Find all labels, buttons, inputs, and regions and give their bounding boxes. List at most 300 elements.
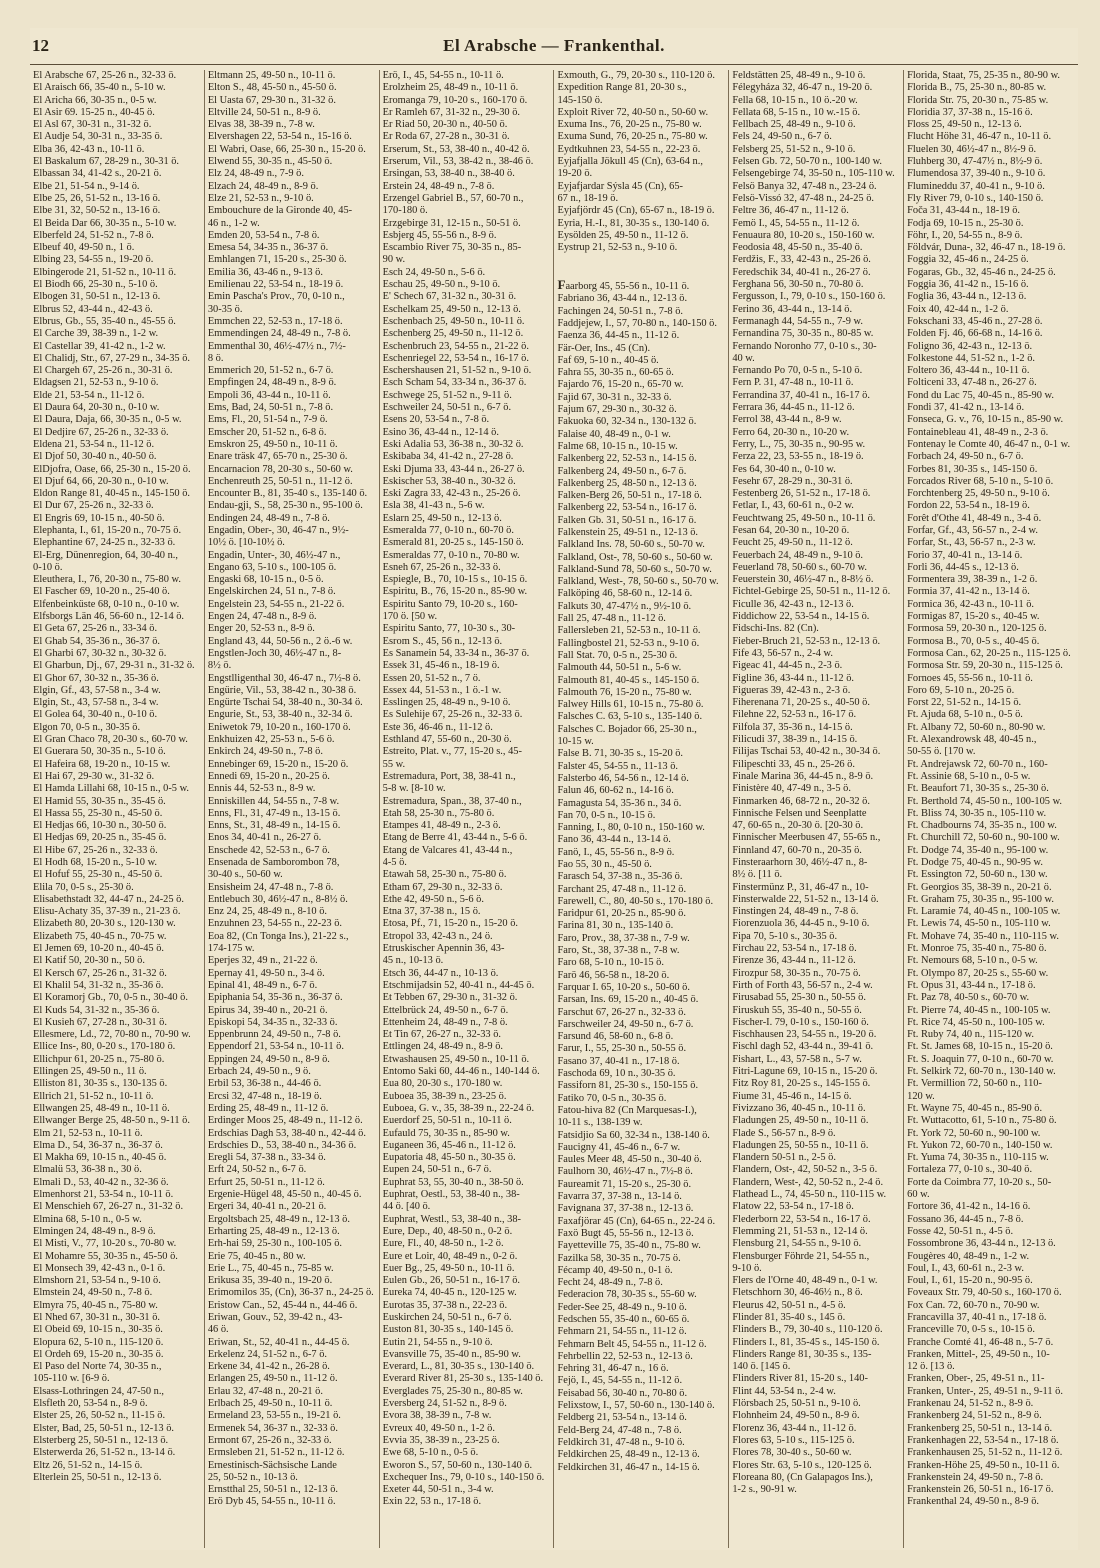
index-entry: Farsund 46, 58-60 n., 6-8 ö. [557, 1031, 674, 1043]
index-entry: Esch Scham 54, 33-34 n., 36-37 ö. [382, 377, 527, 389]
index-entry: Ensisheim 24, 47-48 n., 7-8 ö. [207, 881, 334, 893]
index-entry: Eppingen 24, 49-50 n., 8-9 ö. [207, 1053, 330, 1065]
index-entry: El Guerara 50, 30-35 n., 5-10 ö. [33, 746, 166, 758]
index-entry: 50-55 ö. [170 w. [907, 746, 976, 758]
index-entry: Fichtel-Gebirge 25, 50-51 n., 11-12 ö. [732, 586, 891, 598]
index-entry: Farchant 25, 47-48 n., 11-12 ö. [557, 883, 687, 895]
index-entry: El Katif 50, 20-30 n., 50 ö. [33, 955, 145, 967]
index-entry: Ft. Alexandrowsk 48, 40-45 n., [907, 734, 1037, 746]
index-entry: Fiherenana 71, 20-25 s., 40-50 ö. [732, 697, 870, 709]
index-entry: Erkelenz 24, 51-52 n., 6-7 ö. [207, 1348, 328, 1360]
index-entry: Forbach 24, 49-50 n., 6-7 ö. [907, 451, 1024, 463]
index-entry: Entlebuch 30, 46½-47 n., 8-8½ ö. [207, 893, 348, 905]
index-entry: Eldon Range 81, 40-45 n., 145-150 ö. [33, 488, 190, 500]
index-entry: Franken, Mittel-, 25, 49-50 n., 10- [907, 1348, 1050, 1360]
index-entry: Fernando Noronho 77, 0-10 s., 30- [732, 340, 877, 352]
index-entry: Forcados River 68, 5-10 n., 5-10 ö. [907, 475, 1054, 487]
index-entry: Erharting 25, 48-49 n., 12-13 ö. [207, 1225, 340, 1237]
index-entry: Farschut 67, 26-27 n., 32-33 ö. [557, 1006, 686, 1018]
index-entry: Fidschi-Ins. 82 (Cn). [732, 623, 819, 635]
index-entry: Esbjerg 45, 55-56 n., 8-9 ö. [382, 229, 497, 241]
index-entry: Flade S., 56-57 n., 8-9 ö. [732, 1127, 836, 1139]
index-entry: Elisu-Achaty 35, 37-39 n., 21-23 ö. [33, 906, 181, 918]
index-entry: Flinders Range 81, 30-35 s., 135- [732, 1348, 872, 1360]
index-entry: Fécamp 40, 49-50 n., 0-1 ö. [557, 1264, 673, 1276]
index-entry: Feder-See 25, 48-49 n., 9-10 ö. [557, 1301, 687, 1313]
index-entry: Fanning, I., 80, 0-10 n., 150-160 w. [557, 822, 705, 834]
index-entry: Eriwan, Gouv., 52, 39-42 n., 43- [207, 1311, 343, 1323]
index-entry: Forbes 81, 30-35 s., 145-150 ö. [907, 463, 1038, 475]
index-entry: Finstingen 24, 48-49 n., 7-8 ö. [732, 906, 859, 918]
index-entry: Etham 67, 29-30 n., 32-33 ö. [382, 881, 503, 893]
index-entry: El Djuf 64, 66, 20-30 n., 0-10 w. [33, 475, 169, 487]
index-entry: Etna 37, 37-38 n., 15 ö. [382, 906, 481, 918]
index-entry: Falken-Berg 26, 50-51 n., 17-18 ö. [557, 490, 702, 502]
index-entry: Etang de Valcares 41, 43-44 n., [382, 844, 513, 856]
index-entry: Emhlangen 71, 15-20 s., 25-30 ö. [207, 254, 347, 266]
index-entry: Fallersleben 21, 52-53 n., 10-11 ö. [557, 625, 701, 637]
index-entry: Es Sulehije 67, 25-26 n., 32-33 ö. [382, 709, 523, 721]
index-entry: Elba 36, 42-43 n., 10-11 ö. [33, 143, 145, 155]
index-entry: Feuerbach 24, 48-49 n., 9-10 ö. [732, 549, 864, 561]
index-entry: Franche Comté 41, 46-48 n., 5-7 ö. [907, 1336, 1054, 1348]
index-entry: Eschweiler 24, 50-51 n., 6-7 ö. [382, 402, 512, 414]
index-entry: Floridia 37, 37-38 n., 15-16 ö. [907, 106, 1033, 118]
index-entry: Eschershausen 21, 51-52 n., 9-10 ö. [382, 365, 532, 377]
index-entry: Encarnacion 78, 20-30 s., 50-60 w. [207, 463, 353, 475]
index-entry: Enger 20, 52-53 n., 8-9 ö. [207, 623, 315, 635]
index-entry: Forst 22, 51-52 n., 14-15 ö. [907, 697, 1022, 709]
index-entry: Esla 38, 41-43 n., 5-6 w. [382, 500, 485, 512]
index-entry: Fodja 69, 10-15 n., 25-30 ö. [907, 217, 1024, 229]
index-entry: Filijas Tschai 53, 40-42 n., 30-34 ö. [732, 746, 881, 758]
index-entry: Enchenreuth 25, 50-51 n., 11-12 ö. [207, 475, 353, 487]
index-entry: Finsterwalde 22, 51-52 n., 13-14 ö. [732, 893, 879, 905]
index-entry: Fokschani 33, 45-46 n., 27-28 ö. [907, 315, 1043, 327]
index-entry: Etampes 41, 48-49 n., 2-3 ö. [382, 820, 501, 832]
index-entry: Elmingen 24, 48-49 n., 8-9 ö. [33, 1225, 156, 1237]
index-entry: El Paso del Norte 74, 30-35 n., [33, 1361, 162, 1373]
index-entry: Feldberg 21, 53-54 n., 13-14 ö. [557, 1412, 687, 1424]
index-entry: Episkopi 54, 34-35 n., 32-33 ö. [207, 1016, 338, 1028]
index-entry: Feuerland 78, 50-60 s., 60-70 w. [732, 561, 867, 573]
index-entry: El Nhed 67, 30-31 n., 30-31 ö. [33, 1311, 160, 1323]
index-entry: Evvia 35, 38-39 n., 23-25 ö. [382, 1434, 500, 1446]
index-entry: Flores Str. 63, 5-10 s., 120-125 ö. [732, 1459, 872, 1471]
index-entry: Flandern, Ost-, 42, 50-52 n., 3-5 ö. [732, 1164, 878, 1176]
index-entry: Eregli 54, 37-38 n., 33-34 ö. [207, 1152, 326, 1164]
index-entry: Elmshorn 21, 53-54 n., 9-10 ö. [33, 1275, 161, 1287]
index-entry: Erlau 32, 47-48 n., 20-21 ö. [207, 1385, 323, 1397]
index-entry: El Hassa 55, 25-30 n., 45-50 ö. [33, 807, 163, 819]
index-entry: Fesan 64, 20-30 n., 10-20 ö. [732, 524, 850, 536]
index-entry: Fella 68, 10-15 n., 10 ö.-20 w. [732, 94, 858, 106]
index-entry: Emmchen 22, 52-53 n., 17-18 ö. [207, 315, 343, 327]
index-entry: 0-10 ö. [33, 561, 63, 573]
index-entry: Eurotas 35, 37-38 n., 22-23 ö. [382, 1299, 508, 1311]
index-entry: Exuma Ins., 76, 20-25 n., 75-80 w. [557, 119, 702, 131]
index-entry: Eldena 21, 53-54 n., 11-12 ö. [33, 438, 155, 450]
index-entry: 10-15 w. [557, 736, 594, 748]
index-entry: Floss 25, 49-50 n., 12-13 ö. [907, 119, 1022, 131]
index-entry: Fehrbellin 22, 52-53 n., 12-13 ö. [557, 1350, 693, 1362]
index-entry: El Gharbun, Dj., 67, 29-31 n., 31-32 ö. [33, 660, 195, 672]
index-entry: El Arabsche 67, 25-26 n., 32-33 ö. [33, 70, 177, 81]
index-entry: Eutin 21, 54-55 n., 9-10 ö. [382, 1336, 493, 1348]
index-entry: El Aricha 66, 30-35 n., 0-5 w. [33, 94, 157, 106]
index-entry: Ems, Bad, 24, 50-51 n., 7-8 ö. [207, 402, 334, 414]
index-entry: Flörsbach 25, 50-51 n., 9-10 ö. [732, 1398, 861, 1410]
index-entry: Farasch 54, 37-38 n., 35-36 ö. [557, 871, 683, 883]
index-entry: Exmouth, G., 79, 20-30 s., 110-120 ö. [557, 70, 715, 81]
index-entry: Entomo Saki 60, 44-46 n., 140-144 ö. [382, 1066, 540, 1078]
index-entry: 10-11 s., 138-139 w. [557, 1117, 643, 1129]
index-entry: Etah 58, 25-30 n., 75-80 ö. [382, 807, 495, 819]
index-entry: Foggia 36, 41-42 n., 15-16 ö. [907, 279, 1029, 291]
index-entry: Formia 37, 41-42 n., 13-14 ö. [907, 586, 1030, 598]
index-entry: Flederborn 22, 53-54 n., 16-17 ö. [732, 1213, 871, 1225]
section-initial: F [557, 279, 566, 293]
index-entry: Elberfeld 24, 51-52 n., 7-8 ö. [33, 229, 154, 241]
index-entry: Emmerich 20, 51-52 n., 6-7 ö. [207, 365, 334, 377]
index-entry: Figline 36, 43-44 n., 11-12 ö. [732, 672, 855, 684]
index-entry: Flores 63, 5-10 s., 115-125 ö. [732, 1434, 855, 1446]
index-entry: Fieber-Bruch 21, 52-53 n., 12-13 ö. [732, 635, 881, 647]
index-entry: Eskischer 53, 38-40 n., 30-32 ö. [382, 475, 516, 487]
index-entry: Folden Fj. 46, 66-68 n., 14-16 ö. [907, 328, 1043, 340]
index-entry: Flers de l'Orne 40, 48-49 n., 0-1 w. [732, 1275, 878, 1287]
index-entry: Fajardo 76, 15-20 n., 65-70 w. [557, 379, 684, 391]
index-entry: Falaise 40, 48-49 n., 0-1 w. [557, 428, 671, 440]
index-entry: Elmalü 53, 36-38 n., 30 ö. [33, 1164, 142, 1176]
index-entry: Fetlar, I., 43, 60-61 n., 0-2 w. [732, 500, 854, 512]
index-entry: Eworon S., 57, 50-60 n., 130-140 ö. [382, 1459, 533, 1471]
index-entry: El-Erg, Dünenregion, 64, 30-40 n., [33, 549, 178, 561]
index-entry: Ft. Selkirk 72, 60-70 n., 130-140 w. [907, 1066, 1056, 1078]
index-entry: Esens 20, 53-54 n., 7-8 ö. [382, 414, 490, 426]
index-entry: Esthland 47, 55-60 n., 20-30 ö. [382, 734, 512, 746]
index-entry: 30-40 s., 50-60 w. [207, 869, 283, 881]
index-entry: Engadin, Unter-, 30, 46½-47 n., [207, 549, 341, 561]
index-entry: Firozpur 58, 30-35 n., 70-75 ö. [732, 967, 861, 979]
index-entry: Esch 24, 49-50 n., 5-6 ö. [382, 266, 486, 278]
index-entry: 145-150 ö. [557, 94, 603, 106]
index-entry: Elde 21, 53-54 n., 11-12 ö. [33, 389, 145, 401]
index-entry: Ferghana 56, 30-50 n., 70-80 ö. [732, 279, 864, 291]
index-entry: 67 n., 18-19 ö. [557, 192, 619, 204]
index-entry: Falkland, West-, 78, 50-60 s., 50-70 w. [557, 576, 719, 588]
index-entry: Engaski 68, 10-15 n., 0-5 ö. [207, 574, 324, 586]
index-entry: 8½ ö. [11 ö. [732, 869, 783, 881]
index-entry: Erkene 34, 41-42 n., 26-28 ö. [207, 1361, 330, 1373]
index-entry: Fatou-hiva 82 (Cn Marquesas-I.), [557, 1104, 697, 1116]
index-entry: Everard River 81, 25-30 s., 135-140 ö. [382, 1373, 544, 1385]
index-entry: Faulhorn 30, 46½-47 n., 7½-8 ö. [557, 1166, 693, 1178]
index-entry: Esmerald 81, 20-25 s., 145-150 ö. [382, 537, 524, 549]
index-entry: Engadin, Ober-, 30, 46-47 n., 9½- [207, 524, 349, 536]
index-entry: El Ghab 54, 35-36 n., 36-37 ö. [33, 635, 160, 647]
index-entry: Fitz Roy 81, 20-25 s., 145-155 ö. [732, 1078, 871, 1090]
index-entry: Elm 21, 52-53 n., 10-11 ö. [33, 1127, 143, 1139]
index-entry: Ft. Wayne 75, 40-45 n., 85-90 ö. [907, 1102, 1043, 1114]
index-entry: Erh-hai 59, 25-30 n., 100-105 ö. [207, 1238, 343, 1250]
index-entry: Eyria, H.-I., 81, 30-35 s., 130-140 ö. [557, 217, 710, 229]
index-entry: Fassiforn 81, 25-30 s., 150-155 ö. [557, 1080, 699, 1092]
index-entry: Fesehr 67, 28-29 n., 30-31 ö. [732, 475, 853, 487]
index-entry: Florida B., 75, 25-30 n., 80-85 w. [907, 82, 1047, 94]
index-entry: El Gharbi 67, 30-32 n., 30-32 ö. [33, 647, 167, 659]
index-columns [30, 70, 1078, 1548]
index-entry: Ermeland 23, 53-55 n., 19-21 ö. [207, 1410, 341, 1422]
index-entry: Flensburger Föhrde 21, 54-55 n., [732, 1250, 870, 1262]
index-entry: Farö 46, 56-58 n., 18-20 ö. [557, 969, 670, 981]
index-entry: Emscher 20, 51-52 n., 6-8 ö. [207, 426, 327, 438]
index-entry: Euphrat, Westl., 53, 38-40 n., 38- [382, 1213, 522, 1225]
index-entry: 19-20 ö. [557, 168, 593, 180]
index-entry: Franceville 70, 0-5 s., 10-15 ö. [907, 1324, 1035, 1336]
index-entry: Frankenau 24, 51-52 n., 8-9 ö. [907, 1398, 1034, 1410]
index-entry: Eupatoria 48, 45-50 n., 30-35 ö. [382, 1152, 516, 1164]
index-entry: Elster 25, 26, 50-52 n., 11-15 ö. [33, 1410, 166, 1422]
index-entry: Ft. Ajuda 68, 5-10 n., 0-5 ö. [907, 709, 1023, 721]
index-entry: Floreana 80, (Cn Galapagos Ins.), [732, 1471, 873, 1483]
index-entry: Ergeri 34, 40-41 n., 20-21 ö. [207, 1201, 327, 1213]
index-entry: Fitri-Lagune 69, 10-15 n., 15-20 ö. [732, 1066, 878, 1078]
index-entry: Favignana 37, 37-38 n., 12-13 ö. [557, 1203, 694, 1215]
index-entry: Este 36, 46-46 n., 11-12 ö. [382, 721, 493, 733]
index-entry: Enos 34, 40-41 n., 26-27 ö. [207, 832, 322, 844]
index-entry: Ethe 42, 49-50 n., 5-6 ö. [382, 893, 484, 905]
index-entry: Faules Meer 48, 45-50 n., 30-40 ö. [557, 1154, 702, 1166]
index-entry: Falun 46, 60-62 n., 14-16 ö. [557, 785, 674, 797]
index-entry: El Jemen 69, 10-20 n., 40-45 ö. [33, 943, 165, 955]
index-entry: Felixstow, I., 57, 50-60 n., 130-140 ö. [557, 1400, 715, 1412]
index-entry: Ft. Albany 72, 50-60 n., 80-90 w. [907, 721, 1046, 733]
index-entry: Ft. Olympo 87, 20-25 s., 55-60 w. [907, 967, 1049, 979]
index-entry: Fanö, I., 45, 55-56 n., 8-9 ö. [557, 846, 675, 858]
index-entry: Falkenstein 25, 49-51 n., 12-13 ö. [557, 526, 699, 538]
index-entry: 5-8 w. [8-10 w. [382, 783, 446, 795]
index-entry: Ft. Assinie 68, 5-10 n., 0-5 w. [907, 770, 1031, 782]
index-entry: Fortore 36, 41-42 n., 14-16 ö. [907, 1201, 1031, 1213]
index-entry: Ft. Rice 74, 45-50 n., 100-105 w. [907, 1016, 1045, 1028]
index-entry: Enns, Fl., 31, 47-49 n., 13-15 ö. [207, 807, 341, 819]
index-entry: Eperjes 32, 49 n., 21-22 ö. [207, 955, 318, 967]
index-entry: Felsberg 25, 51-52 n., 9-10 ö. [732, 143, 856, 155]
index-entry: Eskibaba 34, 41-42 n., 27-28 ö. [382, 451, 514, 463]
index-entry: Firth of Forth 43, 56-57 n., 2-4 w. [732, 979, 873, 991]
index-entry: Evansville 75, 35-40 n., 85-90 w. [382, 1348, 521, 1360]
index-entry: El Beida Dar 66, 30-35 n., 5-10 w. [33, 217, 177, 229]
index-entry: Ferino 36, 43-44 n., 13-14 ö. [732, 303, 853, 315]
index-entry: El Hamid 55, 30-35 n., 35-45 ö. [33, 795, 166, 807]
index-entry: Finale Marina 36, 44-45 n., 8-9 ö. [732, 770, 874, 782]
index-entry: Elisabethstadt 32, 44-47 n., 24-25 ö. [33, 893, 184, 905]
index-entry: Faxö Bugt 45, 55-56 n., 12-13 ö. [557, 1227, 694, 1239]
index-entry: Exeter 44, 50-51 n., 3-4 w. [382, 1484, 494, 1496]
index-entry: El Ordeh 69, 15-20 n., 30-35 ö. [33, 1348, 164, 1360]
index-entry: El Castellar 39, 41-42 n., 1-2 w. [33, 340, 166, 352]
index-entry: El Hibe 67, 25-26 n., 32-33 ö. [33, 844, 158, 856]
index-entry: Fladungen 25, 49-50 n., 10-11 ö. [732, 1115, 869, 1127]
index-entry: Eupen 24, 50-51 n., 6-7 ö. [382, 1164, 492, 1176]
index-entry: Ferza 22, 23, 53-55 n., 18-19 ö. [732, 451, 864, 463]
index-entry: Exuma Sund, 76, 20-25 n., 75-80 w. [557, 131, 708, 143]
index-entry: Feucht 25, 49-50 n., 11-12 ö. [732, 537, 853, 549]
index-entry: Erzengel Gabriel B., 57, 60-70 n., [382, 192, 524, 204]
index-entry: Ft. St. James 68, 10-15 n., 15-20 ö. [907, 1041, 1053, 1053]
index-entry: Farschweiler 24, 49-50 n., 6-7 ö. [557, 1018, 694, 1030]
index-entry: Filfola 37, 35-36 n., 14-15 ö. [732, 721, 853, 733]
index-entry: Eppendorf 21, 53-54 n., 10-11 ö. [207, 1041, 344, 1053]
index-entry: Finnland 47, 60-70 n., 20-35 ö. [732, 844, 862, 856]
index-entry: Essek 31, 45-46 n., 18-19 ö. [382, 660, 500, 672]
index-entry: Eure et Loir, 40, 48-49 n., 0-2 ö. [382, 1250, 518, 1262]
index-entry: Ficulle 36, 42-43 n., 12-13 ö. [732, 598, 854, 610]
index-entry: Engürie, Vil., 53, 38-42 n., 30-38 ö. [207, 684, 357, 696]
index-entry: Folkestone 44, 51-52 n., 1-2 ö. [907, 352, 1035, 364]
index-entry: Foglia 36, 43-44 n., 12-13 ö. [907, 291, 1027, 303]
index-entry: Er Riad 50, 20-30 n., 40-50 ö. [382, 119, 508, 131]
index-entry: Favarra 37, 37-38 n., 13-14 ö. [557, 1191, 682, 1203]
index-entry: Fivizzano 36, 40-45 n., 10-11 ö. [732, 1102, 866, 1114]
index-entry: Eydtkuhnen 23, 54-55 n., 22-23 ö. [557, 143, 701, 155]
index-entry: Eyjafjardar Sýsla 45 (Cn), 65- [557, 180, 684, 192]
index-entry: Foligno 36, 42-43 n., 12-13 ö. [907, 340, 1033, 352]
index-entry: Figueras 39, 42-43 n., 2-3 ö. [732, 684, 851, 696]
index-entry: Elvershagen 22, 53-54 n., 15-16 ö. [207, 131, 352, 143]
index-entry: 10½ ö. [10-10½ ö. [207, 537, 285, 549]
index-entry: Fedschen 55, 35-40 n., 60-65 ö. [557, 1313, 690, 1325]
index-entry: Fatsidjio Sa 60, 32-34 n., 138-140 ö. [557, 1129, 710, 1141]
index-entry: Elopura 62, 5-10 n., 115-120 ö. [33, 1336, 164, 1348]
atlas-index-page [30, 28, 1078, 1550]
index-entry: Engano 63, 5-10 s., 100-105 ö. [207, 561, 337, 573]
index-entry: Fontenay le Comte 40, 46-47 n., 0-1 w. [907, 438, 1071, 450]
index-entry: 40 w. [732, 352, 755, 364]
page-header [30, 28, 1078, 62]
index-entry: Fan 70, 0-5 n., 10-15 ö. [557, 809, 656, 821]
index-entry: Elzach 24, 48-49 n., 8-9 ö. [207, 180, 319, 192]
index-entry: Euboea, G. v., 35, 38-39 n., 22-24 ö. [382, 1102, 535, 1114]
index-entry: Ft. Churchill 72, 50-60 n., 90-100 w. [907, 832, 1060, 844]
index-entry: Etwashausen 25, 49-50 n., 10-11 ö. [382, 1053, 530, 1065]
index-entry: Foltero 36, 43-44 n., 10-11 ö. [907, 365, 1030, 377]
index-entry: Elliston 81, 30-35 s., 130-135 ö. [33, 1078, 168, 1090]
index-entry: Ermont 67, 25-26 n., 32-33 ö. [207, 1434, 332, 1446]
index-entry: Faro 68, 5-10 n., 10-15 ö. [557, 957, 664, 969]
index-column-2 [205, 70, 380, 1548]
index-entry: Elila 70, 0-5 s., 25-30 ö. [33, 881, 134, 893]
index-entry: Fejö, I., 45, 54-55 n., 11-12 ö. [557, 1375, 683, 1387]
index-entry: Esino 36, 43-44 n., 12-14 ö. [382, 426, 499, 438]
index-entry: Eldagsen 21, 52-53 n., 9-10 ö. [33, 377, 159, 389]
index-entry: Forchtenberg 25, 49-50 n., 9-10 ö. [907, 488, 1050, 500]
index-entry: Engürte Tschai 54, 38-40 n., 30-34 ö. [207, 697, 363, 709]
index-entry: 46 n., 1-2 w. [207, 217, 260, 229]
index-entry: Ft. Yuma 74, 30-35 n., 110-115 w. [907, 1152, 1049, 1164]
index-entry: Elizabeth 75, 40-45 n., 70-75 w. [33, 930, 167, 942]
index-entry: Feredschik 34, 40-41 n., 26-27 ö. [732, 266, 871, 278]
index-entry: ElDjofra, Oase, 66, 25-30 n., 15-20 ö. [33, 463, 191, 475]
index-entry: Emin Pascha's Prov., 70, 0-10 n., [207, 291, 345, 303]
index-entry: Formosa Can., 62, 20-25 n., 115-125 ö. [907, 647, 1071, 659]
index-entry: Espiritu Santo, 77, 10-30 s., 30- [382, 623, 516, 635]
index-entry: Elizabeth 80, 20-30 s., 120-130 w. [33, 918, 176, 930]
index-entry: Finstermünz P., 31, 46-47 n., 10- [732, 881, 869, 893]
index-entry: Frankenstein 24, 49-50 n., 7-8 ö. [907, 1471, 1044, 1483]
index-entry: Fehmarn Belt 45, 54-55 n., 11-12 ö. [557, 1338, 707, 1350]
index-entry: 60 w. [907, 1189, 930, 1201]
index-entry: Formica 36, 42-43 n., 10-11 ö. [907, 598, 1035, 610]
index-entry: Eschelkam 25, 49-50 n., 12-13 ö. [382, 303, 521, 315]
index-entry: Fajum 67, 29-30 n., 30-32 ö. [557, 404, 677, 416]
index-entry: Erfurt 25, 50-51 n., 11-12 ö. [207, 1176, 325, 1188]
index-entry: Emden 20, 53-54 n., 7-8 ö. [207, 229, 320, 241]
index-entry: Enkhuizen 42, 25-53 n., 5-6 ö. [207, 734, 335, 746]
index-entry: Eppenbrunn 24, 49-50 n., 7-8 ö. [207, 1029, 341, 1041]
index-entry: Fabriano 36, 43-44 n., 12-13 ö. [557, 293, 688, 305]
index-entry: Erlbach 25, 49-50 n., 10-11 ö. [207, 1398, 333, 1410]
index-entry: 9-10 ö. [732, 1262, 762, 1274]
index-entry: Ft. Opus 31, 43-44 n., 17-18 ö. [907, 979, 1036, 991]
index-entry: El Baskalum 67, 28-29 n., 30-31 ö. [33, 156, 180, 168]
index-entry: Franken, Unter-, 25, 49-51 n., 9-11 ö. [907, 1385, 1063, 1397]
index-entry: Frankenberg 25, 50-51 n., 13-14 ö. [907, 1422, 1053, 1434]
index-entry: Faf 69, 5-10 n., 40-45 ö. [557, 354, 659, 366]
index-entry: Erstein 24, 48-49 n., 7-8 ö. [382, 180, 495, 192]
index-entry: 105-110 w. [6-9 ö. [33, 1373, 110, 1385]
index-entry: Eschenbruch 23, 54-55 n., 21-22 ö. [382, 340, 529, 352]
index-entry: Everglades 75, 25-30 n., 80-85 w. [382, 1385, 523, 1397]
index-entry: Fatiko 70, 0-5 n., 30-35 ö. [557, 1092, 667, 1104]
index-entry: Frankenhausen 25, 51-52 n., 11-12 ö. [907, 1447, 1063, 1459]
index-entry: Estremadura, Port, 38, 38-41 n., [382, 770, 516, 782]
index-entry: Er Roda 67, 27-28 n., 30-31 ö. [382, 131, 510, 143]
index-entry: Flumendosa 37, 39-40 n., 9-10 ö. [907, 168, 1046, 180]
index-entry: 47, 60-65 n., 20-30 ö. [20-30 ö. [732, 820, 864, 832]
index-entry: Ft. Dodge 75, 40-45 n., 90-95 w. [907, 857, 1043, 868]
index-entry: El Djof 50, 30-40 n., 40-50 ö. [33, 451, 157, 463]
index-entry: El Wabri, Oase, 66, 25-30 n., 15-20 ö. [207, 143, 366, 155]
index-entry: Erbach 24, 49-50 n., 9 ö. [207, 1066, 311, 1078]
index-entry: Elvas 38, 38-39 n., 7-8 w. [207, 119, 315, 131]
index-entry: Eureka 74, 40-45 n., 120-125 w. [382, 1287, 517, 1299]
index-entry: Eski Djuma 33, 43-44 n., 26-27 ö. [382, 463, 525, 475]
index-entry: Fletschhorn 30, 46-46½ n., 8 ö. [732, 1287, 863, 1299]
index-entry: Ellice Ins-, 80, 0-20 s., 170-180 ö. [33, 1041, 176, 1053]
index-entry: Falkuts 30, 47-47½ n., 9½-10 ö. [557, 600, 692, 612]
index-entry: El Khalil 54, 31-32 n., 35-36 ö. [33, 979, 164, 991]
index-entry: Espiegle, B., 70, 10-15 s., 10-15 ö. [382, 574, 528, 586]
index-entry: Eleuthera, I., 76, 20-30 n., 75-80 w. [33, 574, 181, 586]
index-entry: Felsen Gb. 72, 50-70 n., 100-140 w. [732, 156, 883, 168]
index-entry: El Hedjas 66, 10-30 n., 30-50 ö. [33, 820, 167, 832]
index-entry: 1-2 s., 90-91 w. [732, 1484, 797, 1496]
index-entry: Ferrara 36, 44-45 n., 11-12 ö. [732, 402, 855, 414]
index-entry: Foveaux Str. 79, 40-50 s., 160-170 ö. [907, 1287, 1062, 1299]
index-entry: El Fascher 69, 10-20 n., 25-40 ö. [33, 586, 170, 598]
index-entry: Flumineddu 37, 40-41 n., 9-10 ö. [907, 180, 1045, 192]
index-entry: Epirus 34, 39-40 n., 20-21 ö. [207, 1004, 328, 1016]
index-entry: Erimomilos 35, (Cn), 36-37 n., 24-25 ö. [207, 1287, 374, 1299]
index-entry: Et Tebben 67, 29-30 n., 31-32 ö. [382, 992, 518, 1004]
index-entry: El Carche 39, 38-39 n., 1-2 w. [33, 328, 159, 340]
index-entry: Ft. Andrejawsk 72, 60-70 n., 160- [907, 758, 1048, 770]
index-entry: Forli 36, 44-45 s., 12-13 ö. [907, 561, 1019, 573]
index-entry: Ellichpur 61, 20-25 n., 75-80 ö. [33, 1053, 165, 1065]
index-entry: Ft. Ruby 74, 40 n., 115-120 w. [907, 1029, 1034, 1041]
